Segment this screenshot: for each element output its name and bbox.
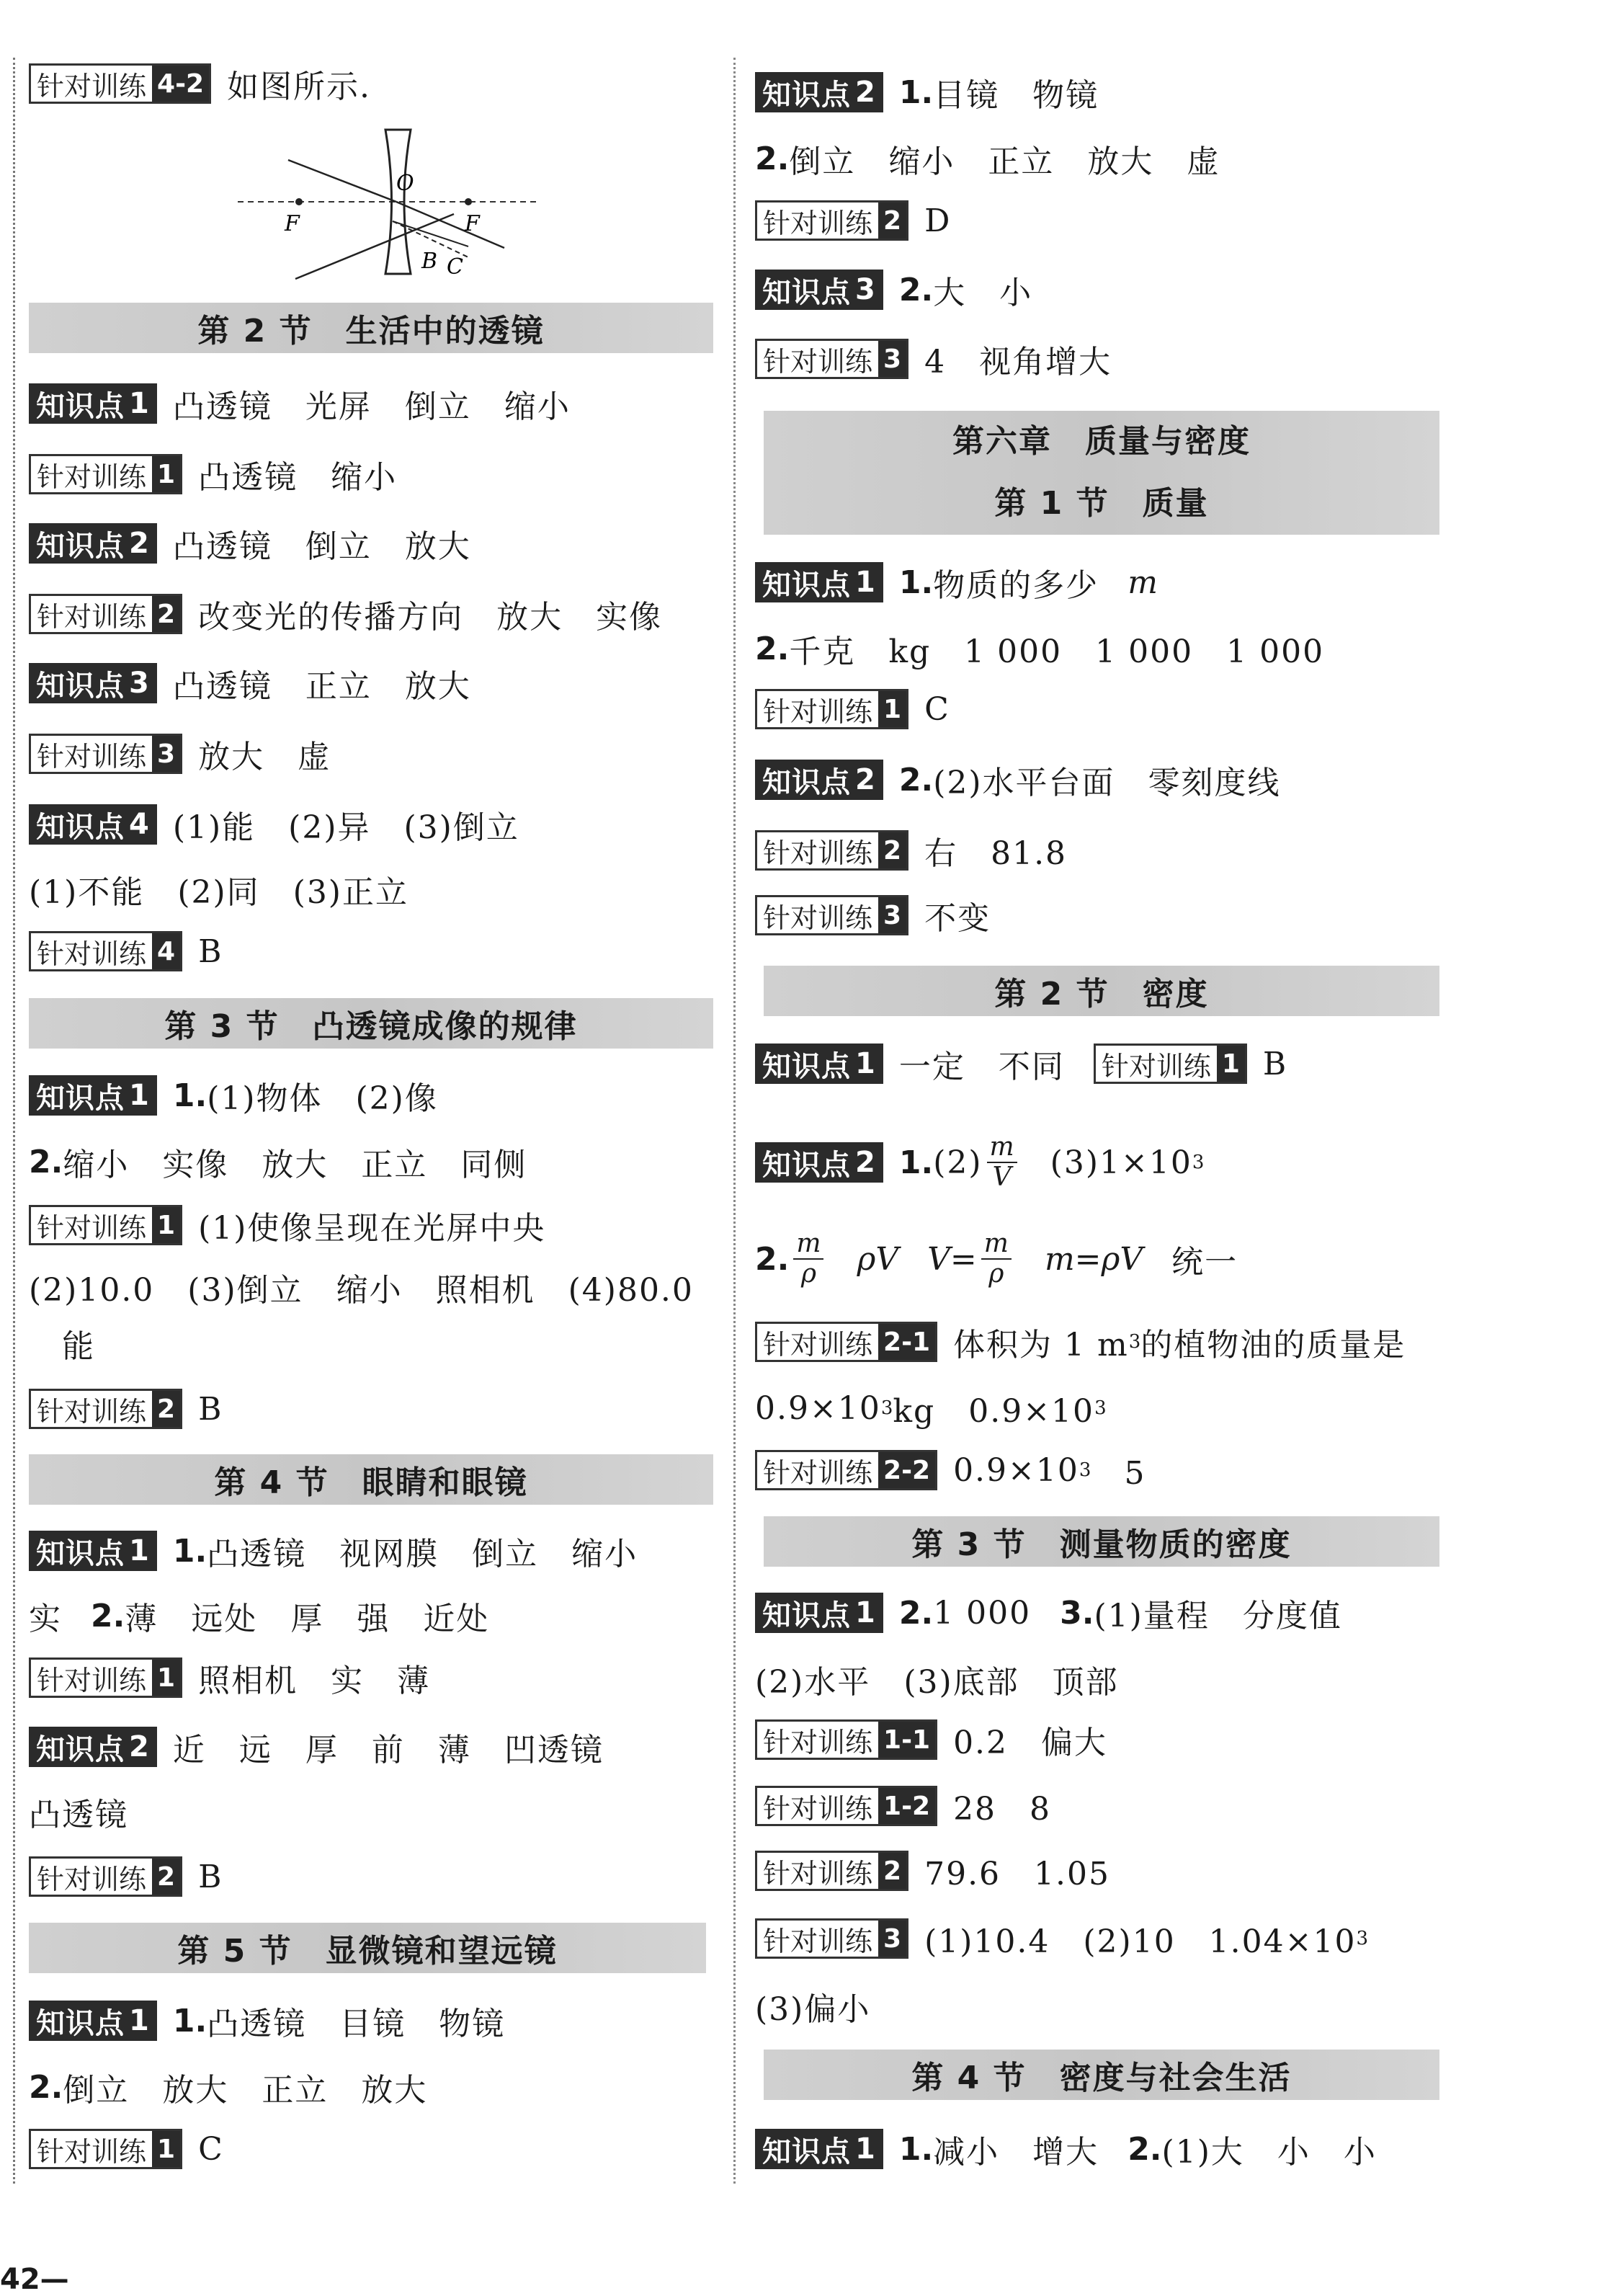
- section-title: 第 3 节 测量物质的密度: [764, 1516, 1439, 1567]
- answer-text: 5: [1091, 1455, 1146, 1492]
- exponent: 3: [1079, 1459, 1091, 1481]
- text-line: [29, 2058, 720, 2116]
- item-number: 2.: [29, 1143, 63, 1180]
- knowledge-tag: 知识点 4: [29, 804, 157, 845]
- drill-line: [755, 1711, 1447, 1768]
- density-formula: $\frac{m}{V}$: [987, 1133, 1017, 1192]
- answer-text: D: [924, 202, 952, 239]
- drill-line: [755, 886, 1447, 944]
- text-line: [755, 620, 1447, 677]
- item-number: 1.: [898, 2130, 934, 2168]
- drill-tag: 针对训练 1: [29, 454, 182, 494]
- answer-text: 凸透镜 目镜 物镜: [207, 2006, 506, 2042]
- drill-line: [29, 1380, 720, 1438]
- text-line: [29, 1314, 720, 1372]
- text-line: [755, 1650, 1447, 1708]
- knowledge-tag: 知识点 1: [755, 1593, 883, 1633]
- answer-text: kg 0.9×10: [893, 1393, 1095, 1430]
- drill-line: [29, 2120, 720, 2178]
- drill-line: [29, 1649, 720, 1707]
- section-title: 第 3 节 凸透镜成像的规律: [29, 998, 713, 1049]
- answer-text: B: [1262, 1045, 1288, 1082]
- section-title: 第 4 节 眼睛和眼镜: [29, 1454, 713, 1505]
- drill-tag: 针对训练 1: [1094, 1044, 1247, 1084]
- answer-text: 放大 虚: [198, 739, 331, 775]
- chapter-heading: [764, 411, 1439, 535]
- drill-line: [29, 725, 720, 783]
- answer-text: (1)能 (2)异 (3)倒立: [172, 809, 519, 846]
- answer-text: 倒立 缩小 正立 放大 虚: [789, 143, 1220, 180]
- drill-line: [29, 922, 720, 980]
- drill-line: [29, 445, 720, 503]
- drill-tag: 针对训练 3: [755, 895, 908, 935]
- label-o: O: [396, 171, 414, 196]
- incident-ray-upper: [288, 160, 396, 202]
- knowledge-tag: 知识点 1: [755, 1044, 883, 1084]
- drill-tag: 针对训练 1: [29, 1658, 182, 1698]
- answer-text: 减小 增大: [933, 2134, 1099, 2171]
- answer-text: 如图所示.: [227, 68, 372, 105]
- drill-line: [755, 1777, 1447, 1835]
- item-number: 1.: [898, 1144, 934, 1181]
- knowledge-line: [29, 515, 720, 572]
- answer-text: 大 小: [933, 275, 1033, 311]
- answer-text: 0.2 偏大: [953, 1725, 1108, 1761]
- answer-text: (1)不能 (2)同 (3)正立: [29, 874, 408, 911]
- label-c: C: [447, 254, 463, 280]
- answer-text: 不变: [924, 900, 991, 937]
- left-margin-rule: [13, 58, 15, 2184]
- knowledge-line: [29, 1067, 720, 1124]
- answer-text: 凸透镜 光屏 倒立 缩小: [172, 388, 571, 425]
- knowledge-line: [755, 553, 1447, 611]
- focal-point-left: [295, 198, 303, 205]
- answer-text: B: [198, 1858, 223, 1895]
- section-title: 第 1 节 质量: [994, 485, 1209, 522]
- label-f-left: F: [285, 211, 300, 236]
- answer-text: (3)偏小: [755, 1991, 871, 2028]
- exponent: 3: [1128, 1331, 1141, 1353]
- drill-line: [755, 1313, 1447, 1371]
- drill-tag: 针对训练 2: [755, 1851, 908, 1891]
- answer-text: 缩小 实像 放大 正立 同侧: [63, 1147, 527, 1183]
- label-b: B: [421, 249, 438, 274]
- knowledge-tag: 知识点 1: [755, 562, 883, 602]
- drill-tag: 针对训练 2: [29, 1389, 182, 1429]
- answer-text: 79.6 1.05: [924, 1856, 1111, 1892]
- drill-tag: 针对训练 1: [29, 2129, 182, 2169]
- knowledge-line: [755, 1035, 1447, 1093]
- answer-text: 照相机 实 薄: [198, 1663, 431, 1699]
- knowledge-line: [755, 1584, 1447, 1642]
- text-line: [755, 1219, 1447, 1299]
- item-number: 2.: [29, 2068, 63, 2106]
- knowledge-line: [29, 654, 720, 712]
- text-line: [29, 1783, 720, 1841]
- answer-text: 1 000: [933, 1594, 1032, 1632]
- item-number: 2.: [1128, 2130, 1162, 2168]
- knowledge-tag: 知识点 2: [29, 1727, 157, 1767]
- answer-text: (1)大 小 小: [1161, 2134, 1377, 2171]
- knowledge-line: [755, 2120, 1447, 2178]
- drill-tag: 针对训练 2-1: [755, 1322, 937, 1362]
- answer-text: 倒立 放大 正立 放大: [63, 2072, 428, 2109]
- fraction-m-over-rho: $\frac{m}{\rho}$: [793, 1229, 823, 1289]
- knowledge-line: [755, 1123, 1447, 1202]
- focal-point-right: [465, 198, 472, 205]
- answer-text: 目镜 物镜: [933, 77, 1099, 114]
- text-line: [755, 1977, 1447, 2035]
- text-line: [29, 860, 720, 918]
- answer-text: 的植物油的质量是: [1140, 1327, 1406, 1363]
- label-f-right: F: [465, 211, 480, 236]
- knowledge-tag: 知识点 2: [755, 1142, 883, 1183]
- drill-line: [755, 822, 1447, 879]
- knowledge-tag: 知识点 1: [29, 2001, 157, 2041]
- drill-tag: 针对训练 2: [29, 1856, 182, 1897]
- item-number: 1.: [898, 564, 934, 601]
- answer-text: 凸透镜 正立 放大: [172, 668, 471, 705]
- answer-text: (2)10.0 (3)倒立 缩小 照相机 (4)80.0: [29, 1272, 694, 1309]
- item-number: 2.: [755, 140, 790, 177]
- item-number: 1.: [898, 74, 934, 111]
- item-number: 1.: [172, 1077, 207, 1114]
- answer-text: B: [198, 1390, 223, 1428]
- drill-tag: 针对训练 3: [755, 339, 908, 379]
- drill-tag: 针对训练 1: [29, 1205, 182, 1245]
- answer-text: 右 81.8: [924, 835, 1068, 872]
- exponent: 3: [1192, 1152, 1205, 1173]
- drill-tag: 针对训练 2: [755, 200, 908, 241]
- drill-line: [755, 1910, 1447, 1967]
- answer-text: (3)1×10: [1050, 1144, 1192, 1181]
- page-number: 42—: [0, 2263, 69, 2296]
- answer-text: (2)水平台面 零刻度线: [933, 765, 1281, 801]
- answer-text: 28 8: [953, 1791, 1052, 1828]
- answer-text: 改变光的传播方向 放大 实像: [198, 599, 663, 636]
- drill-tag: 针对训练 4: [29, 931, 182, 971]
- drill-tag: 针对训练 3: [755, 1918, 908, 1959]
- chapter-title: 第六章 质量与密度: [952, 423, 1251, 460]
- knowledge-line: [29, 1522, 720, 1580]
- answer-text: 凸透镜 视网膜 倒立 缩小: [207, 1536, 638, 1572]
- answer-text: 0.9×10: [755, 1389, 881, 1427]
- answer-text: (1)物体 (2)像: [207, 1080, 438, 1117]
- drill-tag: 针对训练 4-2: [29, 63, 211, 104]
- answer-text: (1)量程 分度值: [1094, 1598, 1342, 1634]
- section-title: 第 2 节 密度: [764, 966, 1439, 1016]
- knowledge-tag: 知识点 2: [755, 760, 883, 800]
- text-line: [29, 1258, 720, 1316]
- knowledge-tag: 知识点 2: [29, 523, 157, 564]
- exponent: 3: [1356, 1928, 1369, 1949]
- answer-text: (2): [933, 1144, 983, 1181]
- knowledge-tag: 知识点 1: [29, 383, 157, 424]
- answer-text: 凸透镜 倒立 放大: [172, 528, 471, 565]
- drill-line: [29, 1196, 720, 1254]
- answer-text: 0.9×10: [953, 1451, 1079, 1489]
- answer-text: 统一: [1171, 1244, 1238, 1281]
- exponent: 3: [880, 1397, 893, 1419]
- drill-tag: 针对训练 3: [29, 734, 182, 774]
- item-number: 2.: [91, 1597, 125, 1634]
- drill-tag: 针对训练 2-2: [755, 1450, 937, 1490]
- answer-text: 4 视角增大: [924, 344, 1112, 381]
- answer-text: 凸透镜: [29, 1797, 128, 1833]
- knowledge-line: [755, 63, 1447, 121]
- knowledge-tag: 知识点 1: [755, 2129, 883, 2169]
- knowledge-tag: 知识点 1: [29, 1075, 157, 1116]
- formula-text: V=: [927, 1240, 977, 1278]
- answer-text: B: [198, 933, 223, 970]
- item-number: 2.: [898, 271, 934, 308]
- item-number: 2.: [898, 761, 934, 798]
- section-title: 第 2 节 生活中的透镜: [29, 303, 713, 353]
- formula-text: m=ρV: [1044, 1240, 1143, 1278]
- answer-text: 物质的多少: [933, 567, 1099, 604]
- fraction-m-over-rho: $\frac{m}{\rho}$: [981, 1229, 1012, 1289]
- answer-text: C: [924, 690, 950, 728]
- knowledge-line: [755, 261, 1447, 319]
- text-line: [29, 1133, 720, 1191]
- knowledge-tag: 知识点 1: [29, 1531, 157, 1571]
- answer-text: 体积为 1 m: [953, 1327, 1129, 1363]
- answer-text: 千克 kg 1 000 1 000 1 000: [789, 633, 1325, 670]
- drill-line: [755, 1842, 1447, 1900]
- answer-text: 一定 不同: [898, 1049, 1065, 1085]
- knowledge-tag: 知识点 3: [755, 270, 883, 310]
- item-number: 2.: [755, 630, 790, 667]
- drill-line: [755, 192, 1447, 249]
- answer-text: (2)水平 (3)底部 顶部: [755, 1664, 1119, 1701]
- knowledge-line: [29, 1718, 720, 1776]
- drill-line: [755, 680, 1447, 738]
- item-number: 2.: [755, 1240, 790, 1278]
- knowledge-line: [755, 751, 1447, 809]
- text-line: [755, 130, 1447, 187]
- formula-text: ρV: [857, 1240, 899, 1278]
- drill-line: [755, 1441, 1447, 1499]
- answer-text: 能: [62, 1328, 95, 1365]
- drill-tag: 针对训练 1: [755, 689, 908, 729]
- text-line: [755, 1379, 1447, 1437]
- drill-tag: 针对训练 1-1: [755, 1719, 937, 1760]
- drill-tag: 针对训练 1-2: [755, 1786, 937, 1826]
- section-title: 第 4 节 密度与社会生活: [764, 2050, 1439, 2100]
- answer-text: 凸透镜 缩小: [198, 459, 398, 496]
- drill-4-2-line: [29, 55, 720, 112]
- concave-lens-ray-diagram: [238, 124, 540, 290]
- drill-tag: 针对训练 2: [29, 594, 182, 634]
- knowledge-tag: 知识点 2: [755, 72, 883, 112]
- answer-text: (1)10.4 (2)10 1.04×10: [924, 1923, 1357, 1960]
- answer-text: (1)使像呈现在光屏中央: [198, 1210, 546, 1247]
- knowledge-tag: 知识点 3: [29, 663, 157, 703]
- item-number: 1.: [172, 1532, 207, 1570]
- section-title: 第 5 节 显微镜和望远镜: [29, 1923, 706, 1973]
- mass-symbol: m: [1128, 564, 1158, 601]
- drill-line: [755, 330, 1447, 388]
- item-number: 3.: [1060, 1594, 1094, 1632]
- knowledge-line: [29, 1992, 720, 2050]
- item-number: 1.: [172, 2002, 207, 2039]
- answer-text: C: [198, 2130, 224, 2168]
- answer-text: 近 远 厚 前 薄 凹透镜: [172, 1732, 604, 1768]
- knowledge-line: [29, 796, 720, 853]
- column-divider: [733, 58, 736, 2184]
- drill-tag: 针对训练 2: [755, 830, 908, 871]
- drill-line: [29, 1848, 720, 1905]
- answer-text: 实: [29, 1601, 62, 1637]
- text-line: [29, 1587, 720, 1645]
- drill-line: [29, 585, 720, 643]
- exponent: 3: [1094, 1397, 1107, 1419]
- item-number: 2.: [898, 1594, 934, 1632]
- knowledge-line: [29, 375, 720, 432]
- answer-text: 薄 远处 厚 强 近处: [125, 1601, 490, 1637]
